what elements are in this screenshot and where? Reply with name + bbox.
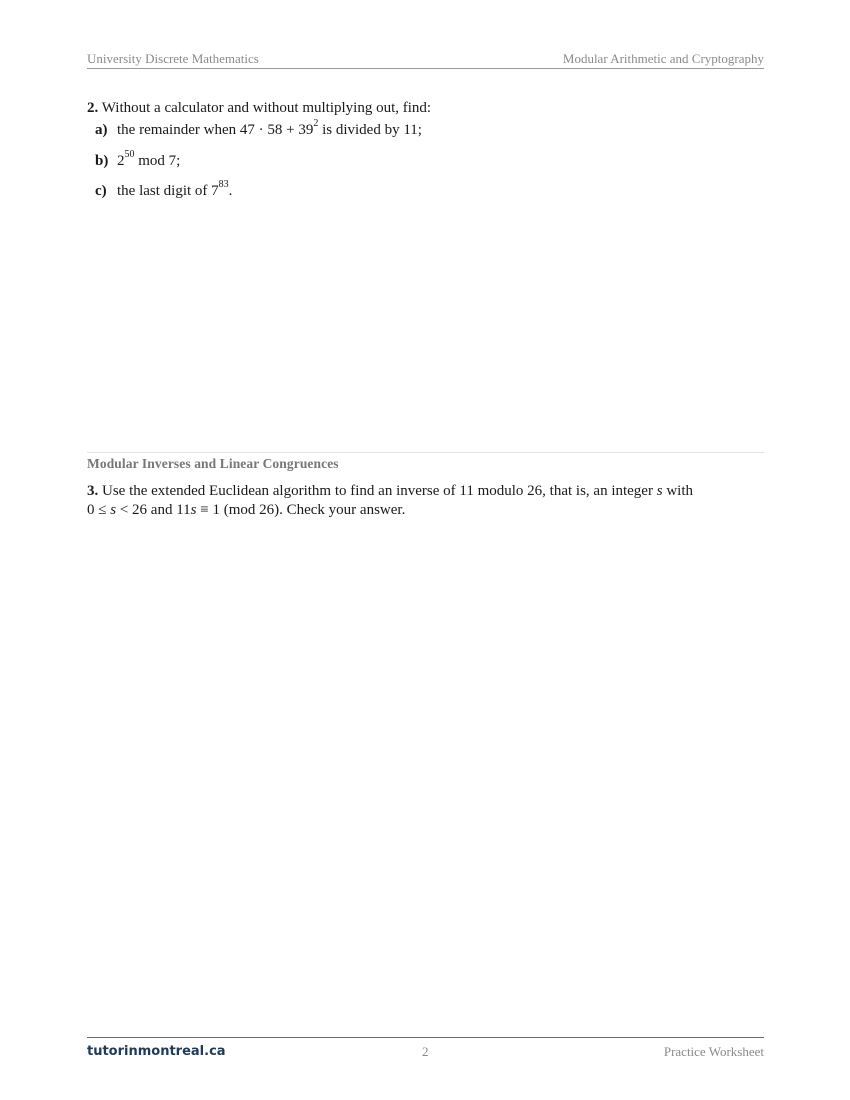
problem-3 bbox=[87, 482, 764, 520]
problem-text: Use the extended Euclidean algorithm to find an inverse of 11 modulo 26, that is, an integer bbox=[102, 483, 657, 499]
chapter-title: Modular Arithmetic and Cryptography bbox=[562, 51, 764, 66]
variable-s: s bbox=[190, 502, 197, 518]
inequality-mid: < 26 and 11 bbox=[116, 502, 191, 518]
part-label: a) bbox=[95, 122, 108, 138]
part-text-end: mod 7; bbox=[134, 153, 181, 169]
exponent: 2 bbox=[313, 118, 319, 129]
problem-3-line-1 bbox=[87, 482, 764, 501]
part-label: b) bbox=[95, 153, 109, 169]
exponent: 83 bbox=[218, 179, 229, 190]
page-number: 2 bbox=[422, 1044, 429, 1059]
section-title: Modular Inverses and Linear Congruences bbox=[87, 456, 339, 471]
part-text-end: is divided by 11; bbox=[318, 122, 422, 138]
part-text: the last digit of 7 bbox=[117, 183, 219, 199]
part-text: 2 bbox=[117, 153, 125, 169]
variable-s: s bbox=[656, 483, 663, 499]
problem-3-line-2 bbox=[87, 501, 764, 520]
congruence-end: ≡ 1 (mod 26). Check your answer. bbox=[196, 502, 406, 518]
site-brand: tutorinmontreal.ca bbox=[87, 1044, 226, 1059]
problem-number: 2. bbox=[87, 100, 99, 116]
section-divider bbox=[87, 452, 764, 453]
problem-2 bbox=[87, 99, 764, 118]
worksheet-label: Practice Worksheet bbox=[663, 1044, 764, 1059]
variable-s: s bbox=[110, 502, 117, 518]
part-label: c) bbox=[95, 183, 107, 199]
problem-2-part-b bbox=[95, 149, 181, 170]
part-text: the remainder when 47 · 58 + 39 bbox=[117, 122, 314, 138]
problem-number: 3. bbox=[87, 483, 99, 499]
exponent: 50 bbox=[124, 149, 135, 160]
problem-prompt: Without a calculator and without multiplying out, find: bbox=[101, 100, 432, 116]
inequality-start: 0 ≤ bbox=[87, 502, 111, 518]
course-title: University Discrete Mathematics bbox=[87, 51, 259, 66]
problem-2-part-a bbox=[95, 118, 422, 139]
problem-2-part-c bbox=[95, 179, 233, 200]
part-text-end: . bbox=[228, 183, 233, 199]
page-header bbox=[87, 50, 764, 69]
page-footer bbox=[87, 1037, 764, 1060]
problem-text-end: with bbox=[662, 483, 693, 499]
